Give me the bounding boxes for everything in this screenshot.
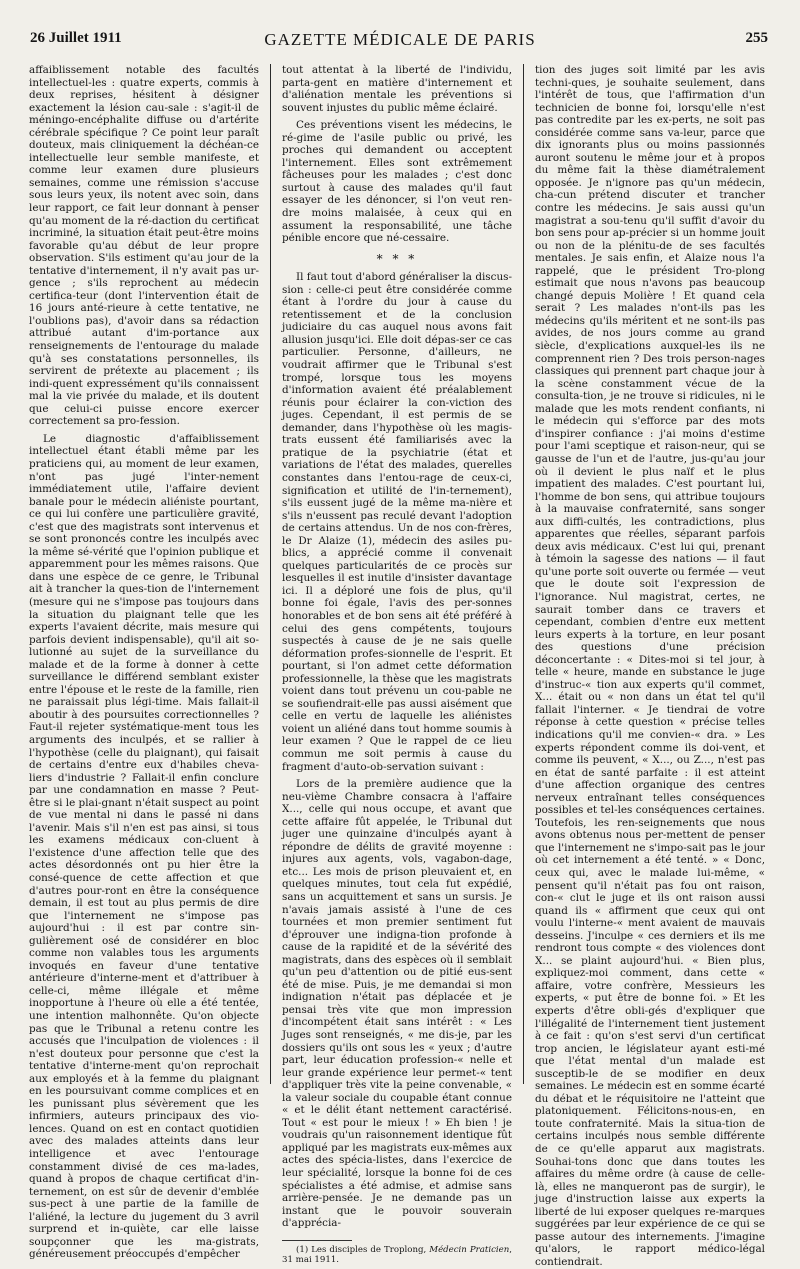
paragraph: affaiblissement notable des facultés intellectuel-les : quatre experts, commis à deux reprises, hésitent à désigner exactement la lésion cau-sale : s'agit-il de méningo-encéphalite diffuse ou d'artérite cérébrale spécifique ? Ce point leur paraît douteux, mais cliniquement la déchéan-ce intellectuelle leur semble manifeste, et comme leur examen dure plusieurs semaines, comme une rémission s'accuse sous leurs yeux, ils notent avec soin, dans leur rapport, ce fait leur donnant à penser qu'au moment de la ré-daction du certificat incriminé, la situation était peut-être moins favorable qu'au début de leur propre observation. S'ils estiment qu'au jour de la tentative d'internement, il n'y avait pas ur-gence ; s'ils reprochent au médecin certifica-teur (dont l'intervention était de 16 jours anté-rieure à cette tentative, ne l'oublions pas), d'avoir dans sa rédaction attribué autant d'im-portance aux renseignements de l'entourage du malade qu'à ses constatations personnelles, ils servirent de prétexte au placement ; ils indi-quent expressément qu'ils connaissent mal la vie privée du malade, et ils doutent que celui-ci puisse encore exercer correctement sa pro-fession.: [29, 64, 259, 428]
issue-date: 26 Juillet 1911: [30, 30, 122, 46]
footnote: [282, 1245, 512, 1266]
column-1: [24, 64, 264, 1261]
journal-title: GAZETTE MÉDICALE DE PARIS: [264, 30, 536, 49]
column-2: [277, 64, 517, 1266]
paragraph: Ces préventions visent les médecins, le ré-gime de l'asile public ou privé, les proches qui demandent ou acceptent l'internement. Elles sont extrêmement fâcheuses pour les malades ; c'est donc surtout à cause des malades qu'il faut essayer de les dénoncer, si l'on veut ren-dre moins malaisée, à ceux qui en assument la responsabilité, une tâche pénible encore que né-cessaire.: [282, 119, 512, 245]
paragraph: tion des juges soit limité par les avis techni-ques, je souhaite seulement, dans l'intérêt de tous, que l'affirmation d'un technicien de bonne foi, lorsqu'elle n'est pas contredite par les ex-perts, ne soit pas considérée comme sans va-leur, parce que dix ignorants plus ou moins passionnés auront soutenu le même jour et à propos du même fait la thèse diamétralement opposée. Je n'ignore pas qu'un médecin, cha-cun prétend discuter et trancher contre les médecins. Je sais aussi qu'un magistrat a sou-tenu qu'il suffit d'avoir du bon sens pour ap-précier si un homme jouit ou non de la plénitu-de de ses facultés mentales. Je sais enfin, et Alaize nous l'a rappelé, que le président Tro-plong estimait que nous n'avons pas beaucoup changé depuis Molière ! Et quand cela serait ? Les malades n'ont-ils pas les médecins qu'ils méritent et ne sont-ils pas avides, de nos jours comme au grand siècle, d'explications auxquel-les ils ne comprennent rien ? Des trois person-nages classiques qui prennent part chaque jour à la scène constamment vécue de la consulta-tion, je ne trouve si ridicules, ni le malade que les mots rendent confiants, ni le médecin qui s'efforce par des mots d'inspirer confiance : j'ai moins d'estime pour l'ami sceptique et raison-neur, qui se gausse de l'un et de l'autre, jus-qu'au jour où il devient le plus naïf et le plus impatient des malades. C'est pourtant lui, l'homme de bon sens, qui attribue toujours à la mauvaise confraternité, sans songer aux diffi-cultés, les contradictions, plus apparentes que réelles, séparant parfois deux avis médicaux. C'est lui qui, prenant à témoin la sagesse des nations — il faut qu'une porte soit ouverte ou fermée — veut que le doute soit l'expression de l'ignorance. Nul magistrat, certes, ne saurait tomber dans ce travers et cependant, combien d'entre eux mettent leurs experts à la torture, en leur posant des questions d'une précision déconcertante : « Dites-moi si tel jour, à telle « heure, mande en substance le juge d'instruc-« tion aux experts qu'il commet, X... était ou « non dans un état tel qu'il fallait l'interner. « Je tiendrai de votre réponse à cette question « précise telles indications qu'il me convien-« dra. » Les experts répondent comme ils doi-vent, et comme ils peuvent, « X..., ou Z..., n'est pas en état de santé parfaite : il est atteint d'une affection organique des centres nerveux entraînant telles conséquences possibles et tel-les conséquences certaines. Toutefois, les ren-seignements que nous avons obtenus nous per-mettent de penser que l'internement ne s'impo-sait pas le jour où cet internement a été tenté. » « Donc, ceux qui, avec le malade lui-même, « pensent qu'il n'était pas fou ont raison, con-« clut le juge et ils ont raison aussi quand ils « affirment que ceux qui ont voulu l'interne-« ment avaient de mauvais desseins. J'inculpe « ces derniers et ils me rendront tous compte « des violences dont X... se plaint aujourd'hui. « Bien plus, expliquez-moi comment, dans cette « affaire, votre confrère, Messieurs les experts, « put être de bonne foi. » Et les experts d'être obli-gés d'expliquer que l'illégalité de l'internement tient justement à ce fait : qu'on s'est servi d'un certificat trop ancien, le législateur ayant esti-mé que l'état mental d'un malade est susceptib-le de se modifier en deux semaines. Le médecin est en somme écarté du débat et le réquisitoire ne l'atteint que platoniquement. Félicitons-nous-en, en toute confraternité. Mais la situa-tion de certains inculpés nous semble différente de ce qu'elle apparut aux magistrats. Souhai-tons donc que dans toutes les affaires du même ordre (à cause de celle-là, elles ne manqueront pas de surgir), le juge d'instruction laisse aux experts la liberté de lui exposer quelques re-marques suggérées par leur expérience de ce qui se passe autour des internements. J'imagine qu'alors, le rapport médico-légal contiendrait.: [535, 64, 765, 1268]
article-columns: [24, 64, 780, 1268]
paragraph: Lors de la première audience que la neu-vième Chambre consacra à l'affaire X..., celle qui nous occupe, et avant que cette affaire fût appelée, le Tribunal dut juger une quinzaine d'inculpés ayant à répondre de délits de gravité moyenne : injures aux agents, vols, vagabon-dage, etc... Les mois de prison pleuvaient et, en quelques minutes, tout cela fut expédié, sans un acquittement et sans un sursis. Je n'avais jamais assisté à l'une de ces tournées et mon premier sentiment fut d'éprouver une indigna-tion profonde à cause de la rapidité et de la sévérité des magistrats, dans des espèces où il semblait qu'un peu d'attention ou de pitié eus-sent été de mise. Puis, je me demandai si mon indignation n'était pas déplacée et je pensai très vite que mon impression d'incompétent était sans intérêt : « Les Juges sont renseignés, « me dis-je, par les dossiers qu'ils ont sous les « yeux ; d'autre part, leur éducation profession-« nelle et leur grande expérience leur permet-« tent d'appliquer très vite la peine convenable, « la valeur sociale du coupable étant connue « et le délit étant nettement caractérisé. Tout « est pour le mieux ! » Eh bien ! je voudrais qu'un raisonnement identique fût appliqué par les magistrats eux-mêmes aux actes des spécia-listes, dans l'exercice de leur spécialité, lorsque la bonne foi de ces spécialistes a été admise, et admise sans arrière-pensée. Je ne demande pas un instant que le pouvoir souverain d'apprécia-: [282, 778, 512, 1230]
paragraph: Le diagnostic d'affaiblissement intellectuel étant établi même par les praticiens qui, au moment de leur examen, n'ont pas jugé l'inter-nement immédiatement utile, l'affaire devient banale pour le médecin aliéniste pourtant, ce qui lui confère une particulière gravité, c'est que des magistrats sont intervenus et se sont prononcés contre les inculpés avec la même sé-vérité que l'opinion publique et apparemment pour les mêmes raisons. Que dans une espèce de ce genre, le Tribunal ait à trancher la ques-tion de l'internement (mesure qui ne s'impose pas toujours dans la situation du plaignant telle que les experts l'avaient décrite, mais mesure qui parfois devient indispensable), qu'il ait so-lutionné au sujet de la surveillance du malade et de la forme à donner à cette surveillance le différend semblant exister entre l'épouse et le reste de la famille, rien ne paraissait plus légi-time. Mais fallait-il aboutir à des poursuites correctionnelles ? Faut-il rejeter systématique-ment tous les arguments des inculpés, et se rallier à l'hypothèse (celle du plaignant), qui faisait de certains d'entre eux d'habiles cheva-liers d'industrie ? Fallait-il enfin conclure par une condamnation en masse ? Peut-être si le plai-gnant n'était suspect au point de vue mental ni dans le passé ni dans l'avenir. Mais s'il n'en est pas ainsi, si tous les examens médicaux con-cluent à l'existence d'une affection telle que des actes désordonnés ont pu hier être la consé-quence de cette affection et que d'autres pour-ront en être la conséquence demain, il est tout au plus permis de dire que l'internement ne s'impose pas aujourd'hui : il est par contre sin-gulièrement osé de considérer en bloc comme non valables tous les arguments invoqués en faveur d'une tentative antérieure d'interne-ment et d'attribuer à celle-ci, même illégale et même inopportune à l'heure où elle a été tentée, une intention malhonnête. Qu'on objecte pas que le Tribunal a retenu contre les accusés que l'inculpation de violences : il n'est douteux pour personne que c'est la tentative d'interne-ment qu'on reprochait aux employés et à la femme du plaignant en les poursuivant comme complices et en les punissant plus sévèrement que les infirmiers, auteurs principaux des vio-lences. Quand on est en contact quotidien avec des malades atteints dans leur intelligence et avec l'entourage constamment divisé de ces ma-lades, quand à propos de chaque certificat d'in-ternement, on est sûr de devenir d'emblée sus-pect à une partie de la famille de l'aliéné, la lecture du jugement du 3 avril surprend et in-quiète, car elle laisse soupçonner que les ma-gistrats, généreusement préoccupés d'empêcher: [29, 432, 259, 1261]
footnote-journal: Médecin Praticien: [429, 1244, 510, 1255]
footnote-suffix: , 31 mai 1911.: [282, 1244, 512, 1266]
column-3: [530, 64, 770, 1268]
paragraph: Il faut tout d'abord généraliser la discus-sion : celle-ci peut être considérée comme étant à l'ordre du jour à cause du retentissement et de la conclusion judiciaire du cas auquel nous avons fait allusion jusqu'ici. Elle doit dépas-ser ce cas particulier. Personne, d'ailleurs, ne voudrait affirmer que le Tribunal s'est trompé, lorsque tous les moyens d'information avaient été préalablement réunis pour éclairer la con-viction des juges. Cependant, il est permis de se demander, dans l'hypothèse où les magis-trats eussent été familiarisés avec la pratique de la psychiatrie (état et variations de l'état des malades, querelles constantes dans l'entou-rage de ceux-ci, signification et utilité de l'in-ternement), s'ils eussent jugé de la même ma-nière et s'ils n'eussent pas reculé devant l'adoption de certains attendus. Un de nos con-frères, le Dr Alaize (1), médecin des asiles pu-blics, a apprécié comme il convenait quelques particularités de ce procès sur lesquelles il est inutile d'insister davantage ici. Il a déploré une fois de plus, qu'il bonne foi égale, l'avis des per-sonnes honorables et de bon sens ait été préféré à celui des gens compétents, toujours suspectés à cause de je ne sais quelle déformation profes-sionnelle de l'esprit. Et pourtant, si l'on admet cette déformation professionnelle, la thèse que les magistrats voient dans tout prévenu un cou-pable ne se soufiendrait-elle pas aussi aisément que celle en vertu de laquelle les aliénistes voient un aliéné dans tout homme soumis à leur examen ? Que le rappel de ce lieu commun me soit permis à cause du fragment d'auto-ob-servation suivant :: [282, 271, 512, 773]
column-divider: [523, 64, 524, 1084]
column-divider: [270, 64, 271, 1084]
page-header: [24, 28, 776, 58]
paragraph: tout attentat à la liberté de l'individu, parta-gent en matière d'internement et d'aliénation mentale les préventions si souvent injustes du public même éclairé.: [282, 64, 512, 114]
section-asterism: * * *: [376, 251, 418, 266]
page-number: 255: [745, 30, 768, 46]
footnote-prefix: (1) Les disciples de Troplong,: [296, 1244, 430, 1255]
footnote-rule: [282, 1240, 352, 1241]
